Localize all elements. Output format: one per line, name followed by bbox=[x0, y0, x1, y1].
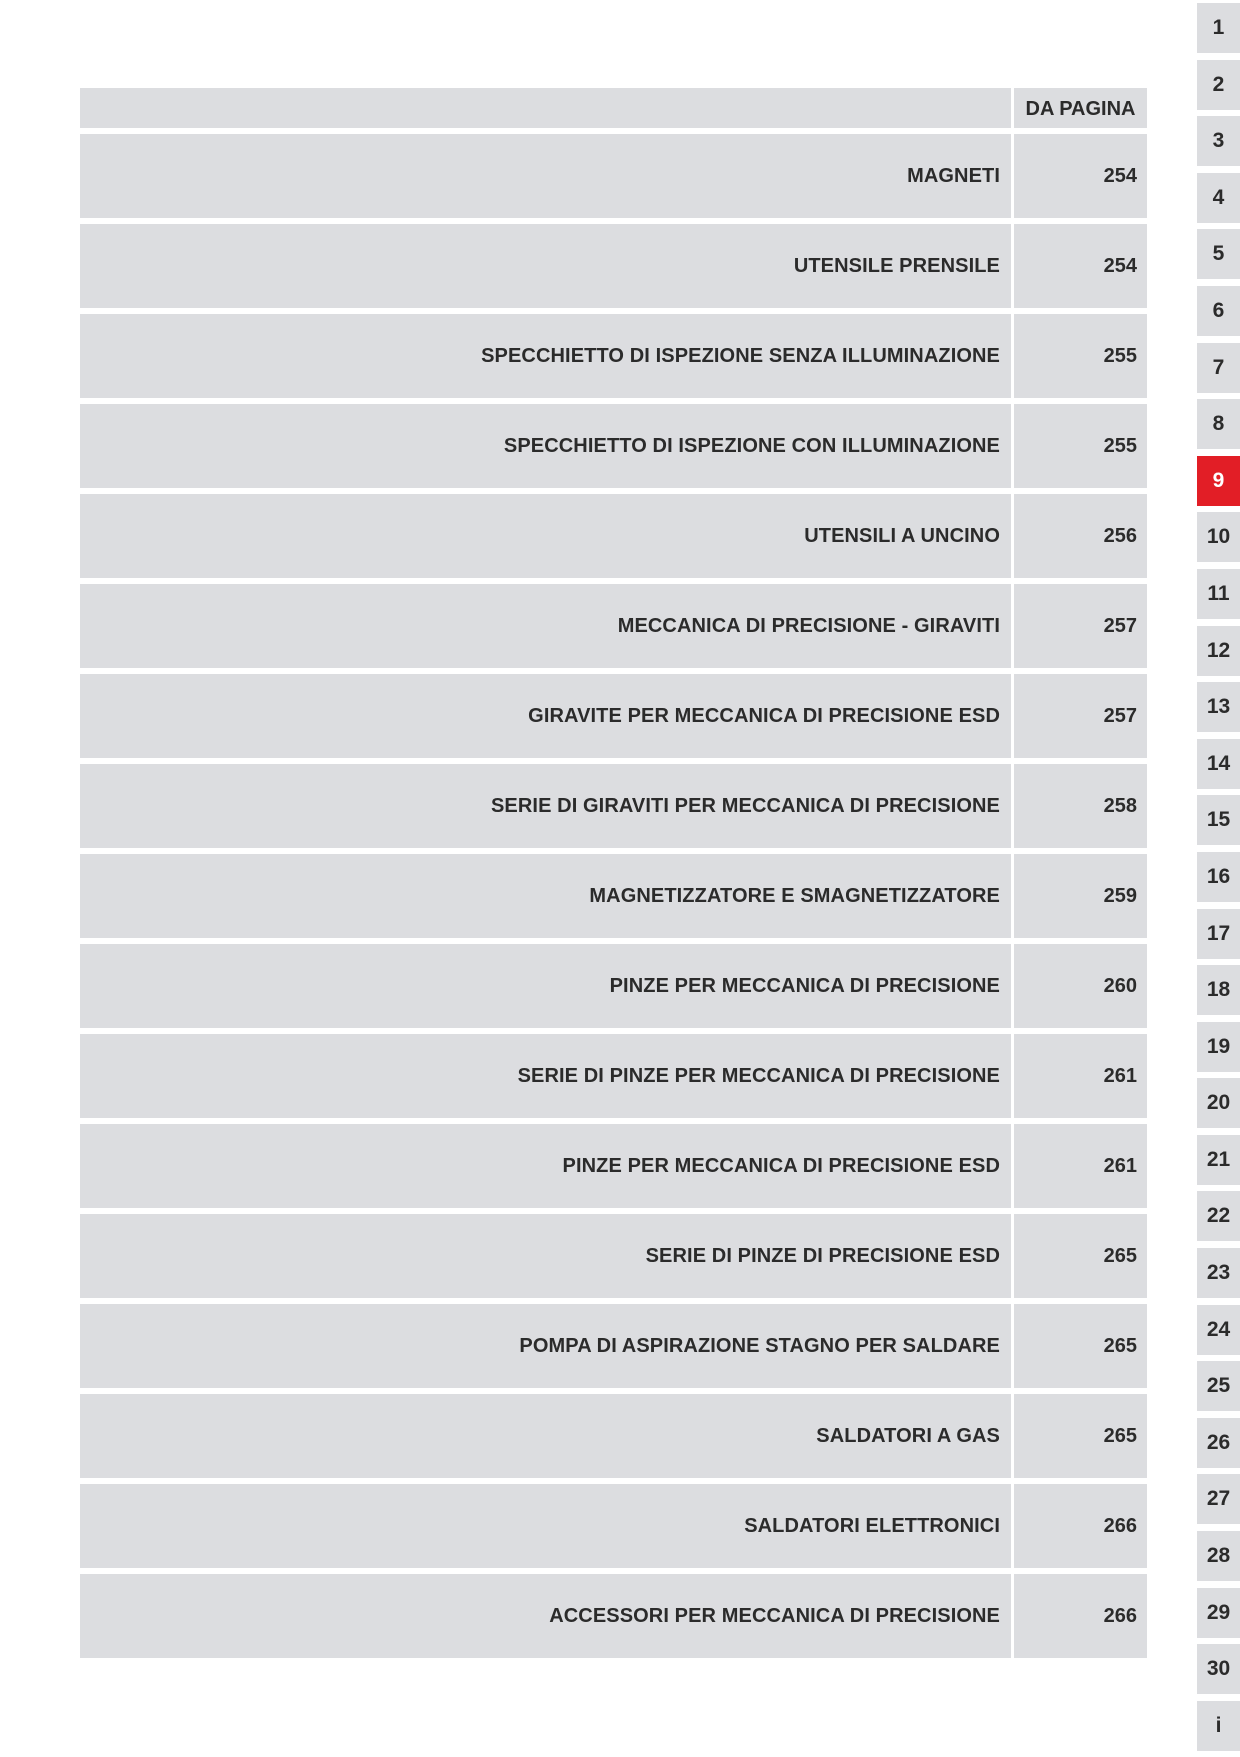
chapter-tab-20[interactable]: 20 bbox=[1197, 1078, 1240, 1128]
toc-entry-title: ACCESSORI PER MECCANICA DI PRECISIONE bbox=[80, 1574, 1011, 1658]
toc-row[interactable] bbox=[80, 1214, 1147, 1298]
toc-entry-page: 256 bbox=[1014, 494, 1147, 578]
chapter-tab-3[interactable]: 3 bbox=[1197, 116, 1240, 166]
toc-header-title-cell bbox=[80, 88, 1011, 128]
toc-entry-title: MAGNETIZZATORE E SMAGNETIZZATORE bbox=[80, 854, 1011, 938]
chapter-tab-30[interactable]: 30 bbox=[1197, 1644, 1240, 1694]
chapter-tab-15[interactable]: 15 bbox=[1197, 795, 1240, 845]
toc-entry-page: 261 bbox=[1014, 1034, 1147, 1118]
table-of-contents bbox=[80, 88, 1147, 1664]
toc-entry-page: 257 bbox=[1014, 674, 1147, 758]
toc-row[interactable] bbox=[80, 1124, 1147, 1208]
toc-row[interactable] bbox=[80, 494, 1147, 578]
toc-entry-title: MECCANICA DI PRECISIONE - GIRAVITI bbox=[80, 584, 1011, 668]
chapter-tab-5[interactable]: 5 bbox=[1197, 229, 1240, 279]
chapter-tab-21[interactable]: 21 bbox=[1197, 1135, 1240, 1185]
chapter-tab-17[interactable]: 17 bbox=[1197, 909, 1240, 959]
toc-rows bbox=[80, 134, 1147, 1658]
chapter-tab-1[interactable]: 1 bbox=[1197, 3, 1240, 53]
toc-entry-title: UTENSILI A UNCINO bbox=[80, 494, 1011, 578]
toc-entry-page: 258 bbox=[1014, 764, 1147, 848]
chapter-tab-12[interactable]: 12 bbox=[1197, 626, 1240, 676]
chapter-tab-26[interactable]: 26 bbox=[1197, 1418, 1240, 1468]
toc-entry-page: 265 bbox=[1014, 1394, 1147, 1478]
toc-entry-title: PINZE PER MECCANICA DI PRECISIONE ESD bbox=[80, 1124, 1011, 1208]
chapter-tab-9[interactable]: 9 bbox=[1197, 456, 1240, 506]
toc-header-page-label: DA PAGINA bbox=[1014, 88, 1147, 128]
toc-entry-title: SPECCHIETTO DI ISPEZIONE CON ILLUMINAZIONE bbox=[80, 404, 1011, 488]
chapter-tab-23[interactable]: 23 bbox=[1197, 1248, 1240, 1298]
chapter-tab-28[interactable]: 28 bbox=[1197, 1531, 1240, 1581]
toc-row[interactable] bbox=[80, 134, 1147, 218]
toc-entry-title: MAGNETI bbox=[80, 134, 1011, 218]
toc-entry-page: 265 bbox=[1014, 1304, 1147, 1388]
chapter-tab-19[interactable]: 19 bbox=[1197, 1022, 1240, 1072]
toc-row[interactable] bbox=[80, 314, 1147, 398]
toc-entry-title: UTENSILE PRENSILE bbox=[80, 224, 1011, 308]
toc-row[interactable] bbox=[80, 224, 1147, 308]
chapter-tab-i[interactable]: i bbox=[1197, 1701, 1240, 1751]
chapter-tab-18[interactable]: 18 bbox=[1197, 965, 1240, 1015]
toc-row[interactable] bbox=[80, 1034, 1147, 1118]
toc-entry-page: 261 bbox=[1014, 1124, 1147, 1208]
toc-row[interactable] bbox=[80, 584, 1147, 668]
toc-row[interactable] bbox=[80, 1304, 1147, 1388]
chapter-tab-4[interactable]: 4 bbox=[1197, 173, 1240, 223]
toc-entry-page: 260 bbox=[1014, 944, 1147, 1028]
toc-row[interactable] bbox=[80, 854, 1147, 938]
toc-entry-title: SALDATORI ELETTRONICI bbox=[80, 1484, 1011, 1568]
toc-entry-page: 254 bbox=[1014, 224, 1147, 308]
chapter-tab-14[interactable]: 14 bbox=[1197, 739, 1240, 789]
toc-entry-page: 255 bbox=[1014, 314, 1147, 398]
chapter-tab-25[interactable]: 25 bbox=[1197, 1361, 1240, 1411]
chapter-tab-24[interactable]: 24 bbox=[1197, 1305, 1240, 1355]
toc-entry-page: 254 bbox=[1014, 134, 1147, 218]
toc-entry-title: SERIE DI PINZE DI PRECISIONE ESD bbox=[80, 1214, 1011, 1298]
chapter-tab-29[interactable]: 29 bbox=[1197, 1588, 1240, 1638]
toc-entry-title: SALDATORI A GAS bbox=[80, 1394, 1011, 1478]
chapter-tab-11[interactable]: 11 bbox=[1197, 569, 1240, 619]
toc-row[interactable] bbox=[80, 944, 1147, 1028]
chapter-tab-7[interactable]: 7 bbox=[1197, 343, 1240, 393]
chapter-tab-2[interactable]: 2 bbox=[1197, 60, 1240, 110]
toc-entry-title: SERIE DI GIRAVITI PER MECCANICA DI PRECISIONE bbox=[80, 764, 1011, 848]
chapter-tabs bbox=[1197, 3, 1240, 1757]
toc-row[interactable] bbox=[80, 674, 1147, 758]
toc-entry-page: 265 bbox=[1014, 1214, 1147, 1298]
toc-entry-title: POMPA DI ASPIRAZIONE STAGNO PER SALDARE bbox=[80, 1304, 1011, 1388]
chapter-tab-8[interactable]: 8 bbox=[1197, 399, 1240, 449]
toc-row[interactable] bbox=[80, 1484, 1147, 1568]
toc-entry-page: 255 bbox=[1014, 404, 1147, 488]
toc-entry-page: 266 bbox=[1014, 1484, 1147, 1568]
toc-entry-page: 257 bbox=[1014, 584, 1147, 668]
toc-row[interactable] bbox=[80, 1394, 1147, 1478]
chapter-tab-6[interactable]: 6 bbox=[1197, 286, 1240, 336]
toc-entry-page: 266 bbox=[1014, 1574, 1147, 1658]
toc-row[interactable] bbox=[80, 764, 1147, 848]
toc-entry-title: GIRAVITE PER MECCANICA DI PRECISIONE ESD bbox=[80, 674, 1011, 758]
chapter-tab-27[interactable]: 27 bbox=[1197, 1474, 1240, 1524]
toc-entry-title: SERIE DI PINZE PER MECCANICA DI PRECISIONE bbox=[80, 1034, 1011, 1118]
toc-row[interactable] bbox=[80, 404, 1147, 488]
toc-entry-title: PINZE PER MECCANICA DI PRECISIONE bbox=[80, 944, 1011, 1028]
chapter-tab-13[interactable]: 13 bbox=[1197, 682, 1240, 732]
toc-entry-title: SPECCHIETTO DI ISPEZIONE SENZA ILLUMINAZIONE bbox=[80, 314, 1011, 398]
chapter-tab-22[interactable]: 22 bbox=[1197, 1191, 1240, 1241]
toc-header bbox=[80, 88, 1147, 128]
toc-entry-page: 259 bbox=[1014, 854, 1147, 938]
toc-row[interactable] bbox=[80, 1574, 1147, 1658]
chapter-tab-16[interactable]: 16 bbox=[1197, 852, 1240, 902]
chapter-tab-10[interactable]: 10 bbox=[1197, 512, 1240, 562]
